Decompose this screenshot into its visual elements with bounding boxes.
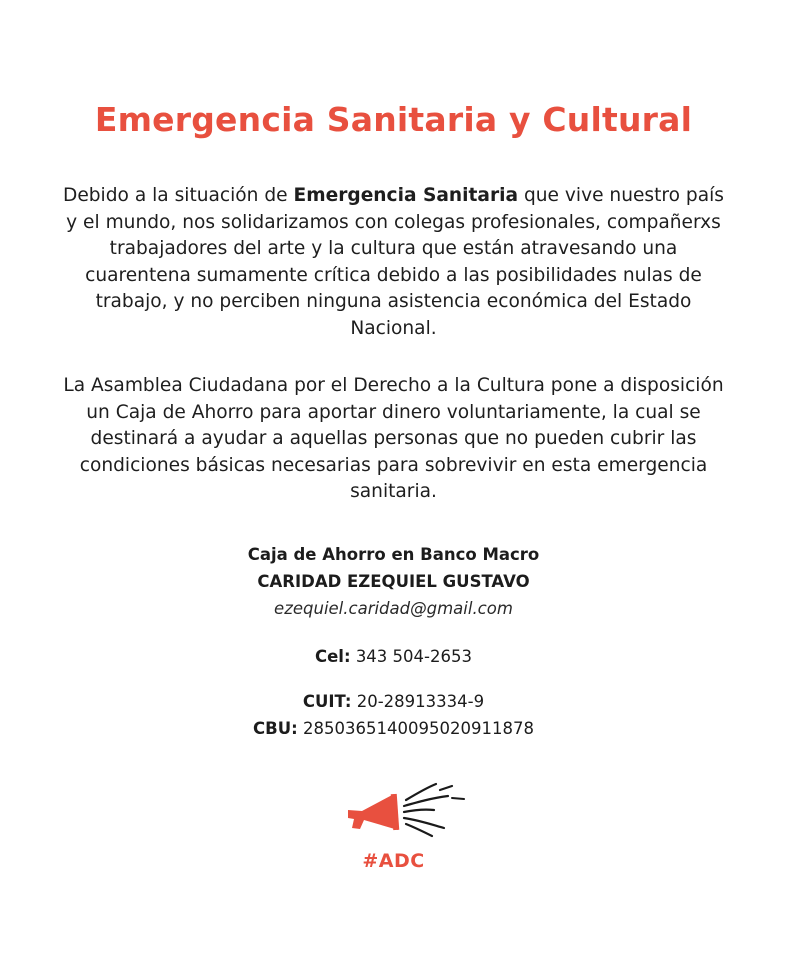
cbu-label: CBU: xyxy=(253,719,298,738)
bank-info xyxy=(0,541,787,622)
cuit-label: CUIT: xyxy=(302,692,352,711)
megaphone-icon xyxy=(340,780,470,850)
cuit-value: 20-28913334-9 xyxy=(356,692,485,711)
intro-paragraph xyxy=(60,183,727,343)
page-title: Emergencia Sanitaria y Cultural xyxy=(94,100,693,139)
hashtag: #ADC xyxy=(362,850,425,872)
cel-label: Cel: xyxy=(315,647,351,666)
intro-text-bold: Emergencia Sanitaria xyxy=(293,185,519,206)
intro-text-before: Debido a la situación de xyxy=(63,185,294,206)
contact-email[interactable]: ezequiel.caridad@gmail.com xyxy=(274,599,513,618)
cbu-value: 2850365140095020911878 xyxy=(302,719,534,738)
cel-line xyxy=(0,643,787,670)
assembly-paragraph: La Asamblea Ciudadana por el Derecho a la Cultura pone a disposición un Caja de Ahorro para aportar dinero voluntariamente, la cual se destinará a ayudar a aquellas personas que no pueden cubrir las condiciones básicas necesarias para sobrevivir en esta emergencia sanitaria. xyxy=(63,375,724,503)
cel-value[interactable]: 343 504-2653 xyxy=(355,647,472,666)
cbu-line xyxy=(0,715,787,742)
bank-account-type: Caja de Ahorro en Banco Macro xyxy=(247,545,540,564)
account-holder: CARIDAD EZEQUIEL GUSTAVO xyxy=(257,572,530,591)
cuit-line xyxy=(0,688,787,715)
intro-text-after: que vive nuestro país y el mundo, nos solidarizamos con colegas profesionales, compañerxs trabajadores del arte y la cultura que están atravesando una cuarentena sumamente crítica debido a las posibilidades nulas de trabajo, y no perciben ninguna asistencia económica del Estado Nacional. xyxy=(66,185,724,339)
